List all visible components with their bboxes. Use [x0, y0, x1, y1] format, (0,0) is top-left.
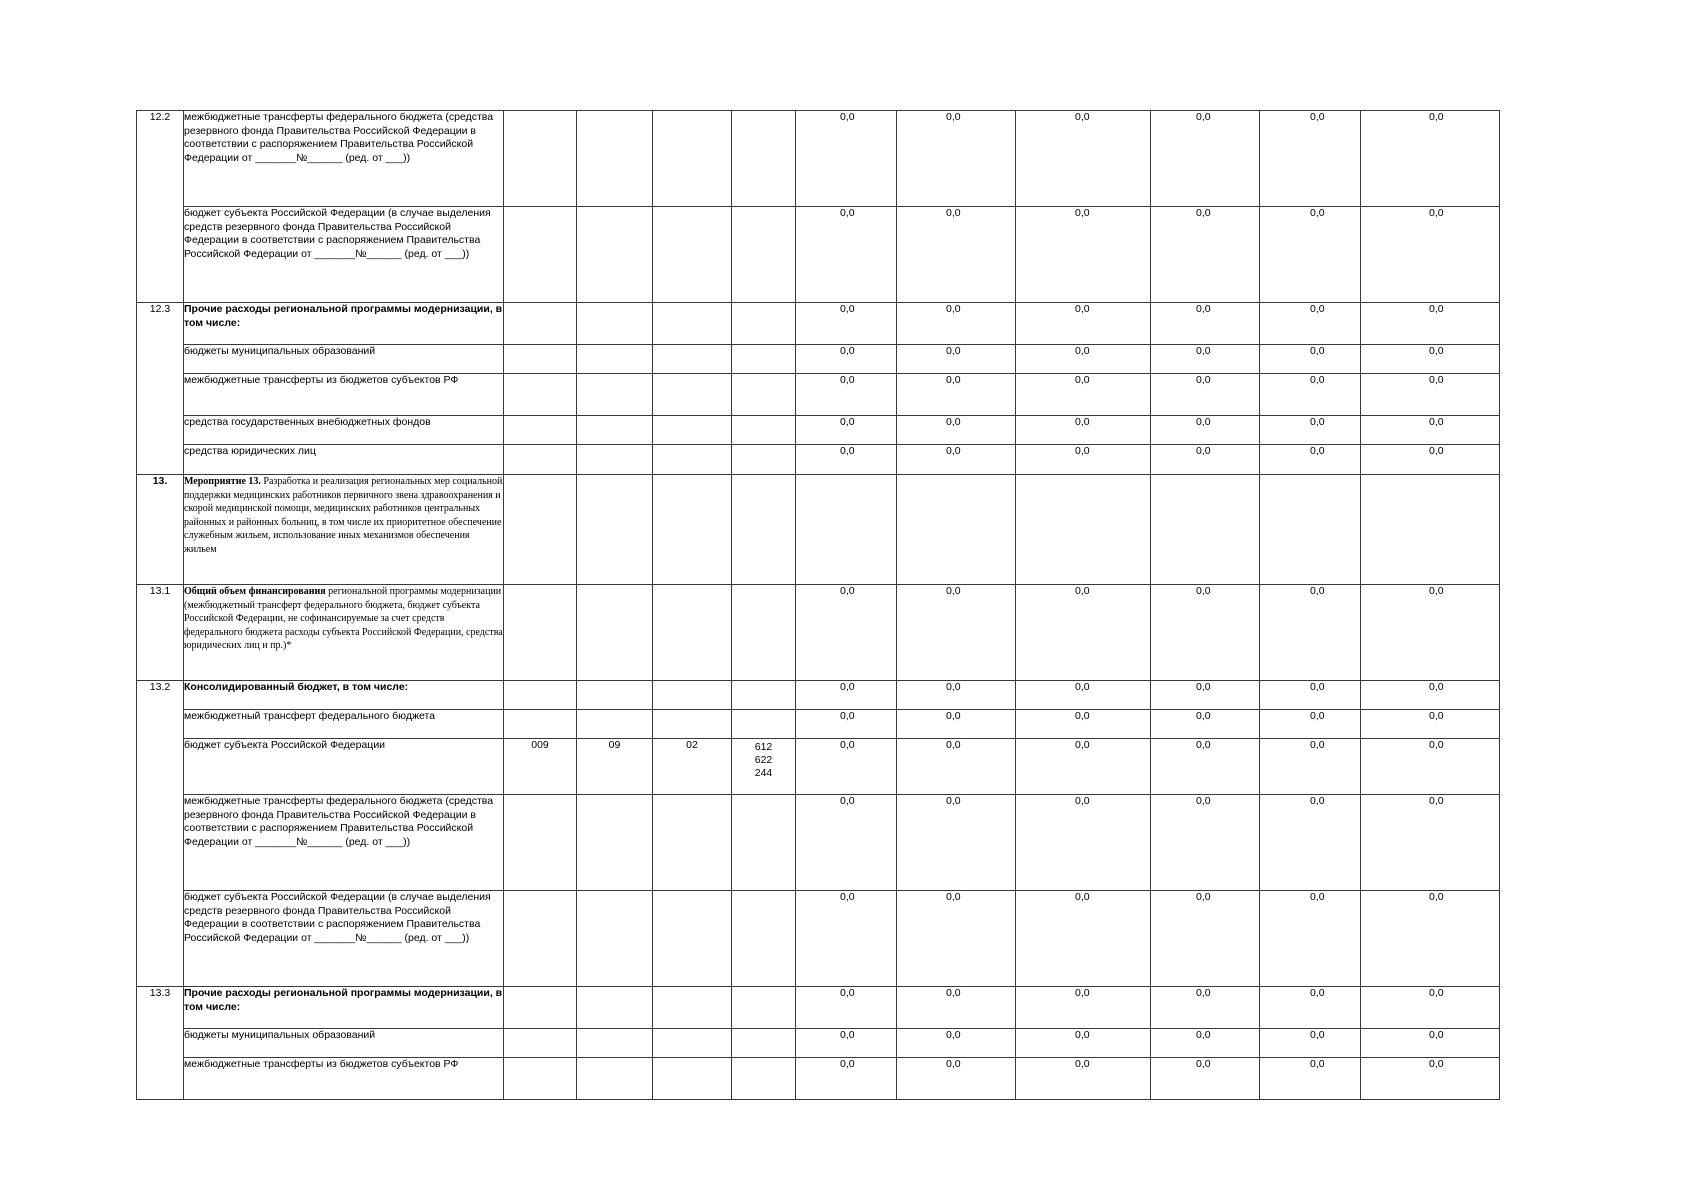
amount-cell: 0,0	[897, 207, 1016, 303]
amount-cell	[1151, 475, 1260, 585]
amount-cell: 0,0	[1016, 345, 1151, 374]
description-text: региональной программы модернизации (межбюджетный трансферт федерального бюджета, бюджет субъекта Российской Федерации, не софинансируемые за счет средств федерального бюджета расходы субъекта Российской Федерации, средства юридических лиц и пр.)*	[184, 586, 503, 651]
budget-code-cell	[504, 207, 577, 303]
amount-cell: 0,0	[1361, 739, 1500, 795]
description-text: бюджеты муниципальных образований	[184, 345, 376, 357]
amount-cell: 0,0	[796, 374, 897, 416]
budget-code-cell	[504, 795, 577, 891]
row-description	[184, 987, 504, 1029]
description-text: бюджет субъекта Российской Федерации (в случае выделения средств резервного фонда Правительства Российской Федерации в соответствии с распоряжением Правительства Российской Федерации от _______№______ (ред. от ___))	[184, 891, 491, 944]
budget-code-cell	[732, 111, 796, 207]
budget-code-cell	[504, 710, 577, 739]
row-description	[184, 891, 504, 987]
amount-cell: 0,0	[1260, 987, 1361, 1029]
budget-code-cell	[732, 345, 796, 374]
description-text: межбюджетные трансферты из бюджетов субъектов РФ	[184, 1058, 459, 1070]
table-row	[137, 207, 1500, 303]
description-text: бюджет субъекта Российской Федерации	[184, 739, 386, 751]
budget-code-cell: 02	[653, 739, 732, 795]
row-description	[184, 710, 504, 739]
budget-code-cell	[653, 795, 732, 891]
amount-cell: 0,0	[897, 445, 1016, 475]
amount-cell: 0,0	[897, 111, 1016, 207]
budget-code-cell	[504, 681, 577, 710]
table-row	[137, 795, 1500, 891]
amount-cell: 0,0	[1260, 303, 1361, 345]
description-text: средства государственных внебюджетных фондов	[184, 416, 431, 428]
amount-cell: 0,0	[1151, 891, 1260, 987]
amount-cell: 0,0	[1016, 111, 1151, 207]
budget-code-cell	[577, 891, 653, 987]
row-number: 12.3	[137, 303, 184, 475]
description-text: Разработка и реализация региональных мер социальной поддержки медицинских работников первичного звена здравоохранения и скорой медицинской помощи, медицинских работников центральных районных и районных больниц, в том числе их приоритетное обеспечение служебным жильем, использование иных механизмов обеспечения жильем	[184, 476, 503, 555]
budget-code-cell	[653, 345, 732, 374]
budget-code-cell	[577, 207, 653, 303]
budget-code-cell	[653, 710, 732, 739]
description-text: межбюджетные трансферты федерального бюджета (средства резервного фонда Правительства Российской Федерации в соответствии с распоряжением Правительства Российской Федерации от _______№______ (ред. от ___))	[184, 795, 494, 848]
amount-cell: 0,0	[1361, 345, 1500, 374]
table-row	[137, 445, 1500, 475]
amount-cell: 0,0	[1016, 445, 1151, 475]
budget-code-cell	[732, 303, 796, 345]
amount-cell: 0,0	[1016, 681, 1151, 710]
amount-cell: 0,0	[897, 795, 1016, 891]
amount-cell: 0,0	[897, 681, 1016, 710]
amount-cell: 0,0	[1151, 207, 1260, 303]
row-description	[184, 585, 504, 681]
budget-code-cell: 612 622 244	[732, 739, 796, 795]
table-row	[137, 416, 1500, 445]
amount-cell: 0,0	[1260, 795, 1361, 891]
row-number: 13.2	[137, 681, 184, 987]
budget-code-cell	[653, 374, 732, 416]
amount-cell: 0,0	[796, 416, 897, 445]
budget-code-cell	[577, 111, 653, 207]
budget-code-cell	[653, 416, 732, 445]
budget-code-cell	[653, 207, 732, 303]
budget-code-cell	[653, 1029, 732, 1058]
budget-code-cell	[504, 987, 577, 1029]
budget-code-cell	[504, 111, 577, 207]
amount-cell: 0,0	[1016, 891, 1151, 987]
amount-cell: 0,0	[1151, 445, 1260, 475]
amount-cell: 0,0	[1151, 111, 1260, 207]
amount-cell: 0,0	[1361, 111, 1500, 207]
amount-cell: 0,0	[1361, 303, 1500, 345]
amount-cell: 0,0	[796, 303, 897, 345]
description-lead: Общий объем финансирования	[184, 586, 326, 597]
amount-cell: 0,0	[897, 374, 1016, 416]
budget-code-cell	[577, 1029, 653, 1058]
amount-cell: 0,0	[1016, 739, 1151, 795]
amount-cell: 0,0	[1260, 374, 1361, 416]
description-text: бюджеты муниципальных образований	[184, 1029, 376, 1041]
amount-cell: 0,0	[1016, 710, 1151, 739]
amount-cell: 0,0	[1361, 795, 1500, 891]
row-description	[184, 1058, 504, 1100]
row-description	[184, 416, 504, 445]
amount-cell: 0,0	[897, 987, 1016, 1029]
budget-code-cell	[577, 987, 653, 1029]
budget-code-cell	[577, 795, 653, 891]
amount-cell: 0,0	[796, 739, 897, 795]
amount-cell: 0,0	[1151, 345, 1260, 374]
budget-code-cell	[732, 445, 796, 475]
amount-cell: 0,0	[1260, 585, 1361, 681]
budget-code-cell	[504, 345, 577, 374]
budget-table	[136, 110, 1500, 1100]
amount-cell: 0,0	[796, 1058, 897, 1100]
amount-cell: 0,0	[897, 891, 1016, 987]
budget-code-cell	[577, 303, 653, 345]
budget-code-cell	[732, 475, 796, 585]
table-row	[137, 1029, 1500, 1058]
description-lead: Мероприятие 13.	[184, 476, 261, 487]
amount-cell: 0,0	[1151, 1029, 1260, 1058]
table-row	[137, 303, 1500, 345]
amount-cell: 0,0	[796, 891, 897, 987]
table-row	[137, 891, 1500, 987]
amount-cell: 0,0	[1260, 445, 1361, 475]
amount-cell: 0,0	[1016, 1029, 1151, 1058]
amount-cell: 0,0	[1260, 416, 1361, 445]
table-row	[137, 1058, 1500, 1100]
budget-code-cell	[577, 416, 653, 445]
amount-cell	[897, 475, 1016, 585]
row-number: 13.1	[137, 585, 184, 681]
row-description	[184, 1029, 504, 1058]
amount-cell: 0,0	[796, 585, 897, 681]
amount-cell: 0,0	[1260, 681, 1361, 710]
budget-code-cell	[504, 1058, 577, 1100]
budget-code-cell	[504, 374, 577, 416]
amount-cell: 0,0	[1361, 445, 1500, 475]
row-description	[184, 475, 504, 585]
budget-code-cell	[732, 207, 796, 303]
table-row	[137, 681, 1500, 710]
budget-code-cell	[653, 891, 732, 987]
table-row	[137, 987, 1500, 1029]
amount-cell: 0,0	[1361, 416, 1500, 445]
description-text: Прочие расходы региональной программы модернизации, в том числе:	[184, 987, 503, 1013]
budget-code-cell	[732, 585, 796, 681]
budget-code-cell	[577, 374, 653, 416]
table-row	[137, 345, 1500, 374]
budget-code-cell	[732, 1058, 796, 1100]
budget-code-cell	[504, 891, 577, 987]
amount-cell: 0,0	[1151, 303, 1260, 345]
budget-code-cell	[653, 111, 732, 207]
amount-cell: 0,0	[796, 1029, 897, 1058]
row-description	[184, 445, 504, 475]
amount-cell: 0,0	[897, 416, 1016, 445]
table-body	[137, 111, 1500, 1100]
amount-cell: 0,0	[1361, 1029, 1500, 1058]
description-text: средства юридических лиц	[184, 445, 316, 457]
budget-code-cell	[732, 987, 796, 1029]
amount-cell: 0,0	[796, 795, 897, 891]
budget-code-cell	[504, 445, 577, 475]
budget-code-cell	[504, 475, 577, 585]
amount-cell: 0,0	[796, 111, 897, 207]
amount-cell: 0,0	[796, 207, 897, 303]
amount-cell: 0,0	[1361, 710, 1500, 739]
amount-cell: 0,0	[897, 1058, 1016, 1100]
amount-cell: 0,0	[796, 345, 897, 374]
amount-cell	[1260, 475, 1361, 585]
amount-cell: 0,0	[796, 681, 897, 710]
description-text: межбюджетный трансферт федерального бюджета	[184, 710, 435, 722]
amount-cell: 0,0	[1151, 416, 1260, 445]
row-number: 13.3	[137, 987, 184, 1100]
row-description	[184, 111, 504, 207]
row-description	[184, 207, 504, 303]
amount-cell: 0,0	[897, 585, 1016, 681]
budget-code-cell	[653, 475, 732, 585]
budget-code-cell	[653, 1058, 732, 1100]
budget-code-cell	[577, 681, 653, 710]
description-text: межбюджетные трансферты федерального бюджета (средства резервного фонда Правительства Российской Федерации в соответствии с распоряжением Правительства Российской Федерации от _______№______ (ред. от ___))	[184, 111, 494, 164]
amount-cell: 0,0	[1016, 987, 1151, 1029]
amount-cell: 0,0	[1151, 710, 1260, 739]
amount-cell: 0,0	[1260, 207, 1361, 303]
row-description	[184, 303, 504, 345]
row-description	[184, 795, 504, 891]
budget-code-cell	[653, 987, 732, 1029]
amount-cell: 0,0	[1260, 891, 1361, 987]
budget-code-cell	[577, 710, 653, 739]
budget-code-cell: 009	[504, 739, 577, 795]
budget-code-cell	[504, 1029, 577, 1058]
amount-cell	[1361, 475, 1500, 585]
row-number: 13.	[137, 475, 184, 585]
budget-code-cell	[732, 710, 796, 739]
amount-cell: 0,0	[1016, 303, 1151, 345]
amount-cell	[796, 475, 897, 585]
budget-code-cell	[653, 681, 732, 710]
amount-cell: 0,0	[1260, 1058, 1361, 1100]
amount-cell: 0,0	[1016, 795, 1151, 891]
amount-cell: 0,0	[1361, 891, 1500, 987]
budget-code-cell	[732, 416, 796, 445]
amount-cell: 0,0	[897, 739, 1016, 795]
amount-cell: 0,0	[1260, 1029, 1361, 1058]
amount-cell: 0,0	[1151, 795, 1260, 891]
description-text: Прочие расходы региональной программы модернизации, в том числе:	[184, 303, 503, 329]
row-number: 12.2	[137, 111, 184, 303]
budget-code-cell	[577, 1058, 653, 1100]
amount-cell: 0,0	[1260, 111, 1361, 207]
amount-cell: 0,0	[1016, 585, 1151, 681]
amount-cell: 0,0	[1151, 987, 1260, 1029]
amount-cell: 0,0	[897, 345, 1016, 374]
table-row	[137, 111, 1500, 207]
amount-cell: 0,0	[1151, 1058, 1260, 1100]
row-description	[184, 374, 504, 416]
amount-cell: 0,0	[796, 710, 897, 739]
budget-code-cell	[577, 445, 653, 475]
budget-code-cell	[732, 891, 796, 987]
amount-cell: 0,0	[1016, 416, 1151, 445]
budget-code-cell	[732, 795, 796, 891]
amount-cell: 0,0	[796, 445, 897, 475]
amount-cell	[1016, 475, 1151, 585]
description-text: бюджет субъекта Российской Федерации (в случае выделения средств резервного фонда Правительства Российской Федерации в соответствии с распоряжением Правительства Российской Федерации от _______№______ (ред. от ___))	[184, 207, 491, 260]
amount-cell: 0,0	[1260, 739, 1361, 795]
amount-cell: 0,0	[1016, 207, 1151, 303]
budget-code-cell	[577, 475, 653, 585]
amount-cell: 0,0	[1361, 987, 1500, 1029]
amount-cell: 0,0	[897, 303, 1016, 345]
budget-code-cell	[732, 681, 796, 710]
table-row	[137, 739, 1500, 795]
amount-cell: 0,0	[1016, 374, 1151, 416]
row-description	[184, 681, 504, 710]
table-row	[137, 585, 1500, 681]
budget-code-cell	[504, 416, 577, 445]
budget-code-cell	[653, 303, 732, 345]
budget-code-cell	[504, 303, 577, 345]
budget-code-cell	[653, 585, 732, 681]
table-row	[137, 374, 1500, 416]
budget-code-cell	[577, 345, 653, 374]
budget-code-cell	[732, 1029, 796, 1058]
amount-cell: 0,0	[1260, 345, 1361, 374]
amount-cell: 0,0	[1361, 374, 1500, 416]
budget-code-cell	[504, 585, 577, 681]
budget-code-cell: 09	[577, 739, 653, 795]
budget-code-cell	[577, 585, 653, 681]
amount-cell: 0,0	[897, 1029, 1016, 1058]
row-description	[184, 345, 504, 374]
amount-cell: 0,0	[1016, 1058, 1151, 1100]
amount-cell: 0,0	[1151, 585, 1260, 681]
description-text: Консолидированный бюджет, в том числе:	[184, 681, 409, 693]
amount-cell: 0,0	[1361, 585, 1500, 681]
amount-cell: 0,0	[1361, 681, 1500, 710]
amount-cell: 0,0	[897, 710, 1016, 739]
amount-cell: 0,0	[1151, 374, 1260, 416]
amount-cell: 0,0	[1151, 739, 1260, 795]
amount-cell: 0,0	[796, 987, 897, 1029]
table-row	[137, 710, 1500, 739]
description-text: межбюджетные трансферты из бюджетов субъектов РФ	[184, 374, 459, 386]
amount-cell: 0,0	[1260, 710, 1361, 739]
amount-cell: 0,0	[1361, 207, 1500, 303]
amount-cell: 0,0	[1361, 1058, 1500, 1100]
amount-cell: 0,0	[1151, 681, 1260, 710]
budget-code-cell	[653, 445, 732, 475]
table-row	[137, 475, 1500, 585]
budget-code-cell	[732, 374, 796, 416]
row-description	[184, 739, 504, 795]
